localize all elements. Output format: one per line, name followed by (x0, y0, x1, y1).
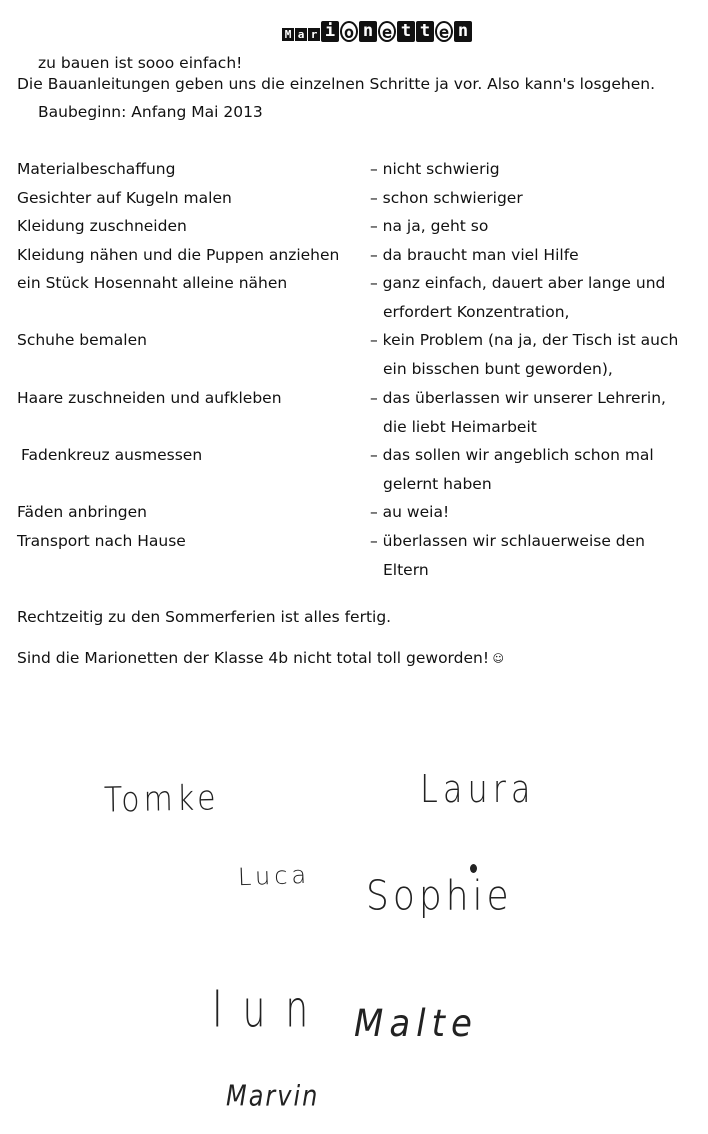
step-comment-line: – kein Problem (na ja, der Tisch ist auch (370, 331, 679, 349)
step-task: Transport nach Hause (17, 532, 186, 550)
step-comment (370, 441, 654, 498)
step-comment (370, 269, 665, 326)
signature-marvin: Marvin (226, 1079, 320, 1113)
step-comment-line: die liebt Heimarbeit (383, 417, 537, 436)
title-letter: o (340, 21, 358, 42)
step-task: Kleidung zuschneiden (17, 217, 187, 235)
signature-malte: Malte (354, 1002, 478, 1046)
signature-sophie: Sophie (366, 872, 513, 921)
step-comment (370, 212, 488, 241)
step-task: Schuhe bemalen (17, 331, 147, 349)
step-comment (370, 326, 678, 383)
step-comment (370, 527, 645, 584)
step-task: Fäden anbringen (17, 503, 147, 521)
step-comment-line: gelernt haben (383, 474, 492, 493)
signature-laura: Laura (420, 766, 536, 812)
title-letter: i (321, 21, 339, 42)
title-letter: t (416, 21, 434, 42)
step-comment (370, 384, 666, 441)
closing-line-1: Rechtzeitig zu den Sommerferien ist alles fertig. (17, 608, 392, 626)
title-letter: e (378, 21, 396, 42)
title-letter: M (282, 28, 294, 41)
ink-dot (470, 864, 477, 873)
title-letter: e (435, 21, 453, 42)
step-comment-line: – das überlassen wir unserer Lehrerin, (370, 389, 666, 407)
step-comment-line: – ganz einfach, dauert aber lange und (370, 274, 666, 292)
smiley-icon: ☺ (489, 652, 505, 665)
step-comment (370, 155, 500, 184)
step-comment-line: – na ja, geht so (370, 217, 489, 235)
step-task: ein Stück Hosennaht alleine nähen (17, 274, 288, 292)
step-comment-line: – nicht schwierig (370, 160, 500, 178)
step-comment (370, 498, 449, 527)
step-comment-line: – schon schwieriger (370, 189, 523, 207)
step-task: Gesichter auf Kugeln malen (17, 189, 232, 207)
title-letter: n (359, 21, 377, 42)
intro-line-3: Baubeginn: Anfang Mai 2013 (38, 103, 263, 121)
step-comment (370, 184, 523, 213)
intro-line-2: Die Bauanleitungen geben uns die einzelnen Schritte ja vor. Also kann's losgehen. (17, 75, 656, 93)
title-letter: t (397, 21, 415, 42)
title-letter: r (308, 28, 320, 41)
step-comment-line: erfordert Konzentration, (383, 302, 570, 321)
intro-line-1: zu bauen ist sooo einfach! (38, 54, 243, 72)
step-comment-line: – überlassen wir schlauerweise den (370, 532, 645, 550)
step-comment-line: – au weia! (370, 503, 450, 521)
title-letter: a (295, 28, 307, 41)
step-comment-line: – da braucht man viel Hilfe (370, 246, 579, 264)
step-comment-line: – das sollen wir angeblich schon mal (370, 446, 654, 464)
step-comment-line: Eltern (383, 560, 429, 579)
title-letter: n (454, 21, 472, 42)
step-task: Haare zuschneiden und aufkleben (17, 389, 282, 407)
step-comment (370, 241, 579, 270)
signature-iun: Iun (212, 981, 329, 1040)
step-task: Fadenkreuz ausmessen (21, 446, 203, 464)
step-task: Kleidung nähen und die Puppen anziehen (17, 246, 340, 264)
closing-line-2 (17, 649, 504, 668)
closing-line-2-text: Sind die Marionetten der Klasse 4b nicht total toll geworden! (17, 649, 490, 667)
signature-luca: Luca (237, 860, 311, 892)
step-comment-line: ein bisschen bunt geworden), (383, 359, 613, 378)
step-task: Materialbeschaffung (17, 160, 176, 178)
page-title (282, 20, 473, 42)
signature-tomke: Tomke (103, 778, 220, 821)
